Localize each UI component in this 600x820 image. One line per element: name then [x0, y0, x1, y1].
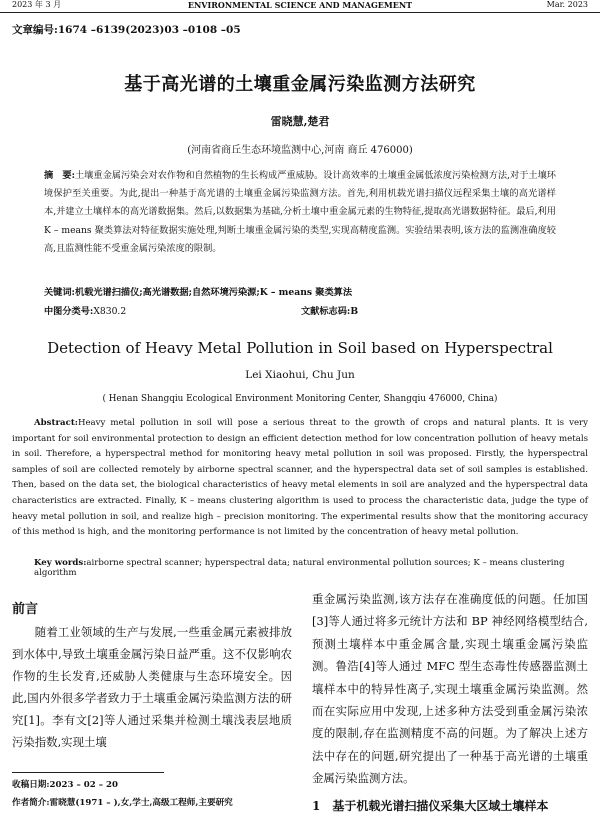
affiliation-english: ( Henan Shangqiu Ecological Environment Monitoring Center, Shangqiu 476000, China) — [102, 394, 498, 404]
title-chinese: 基于高光谱的土壤重金属污染监测方法研究 — [124, 74, 476, 95]
footnote-divider — [12, 772, 164, 773]
doc-code-label: 文献标志码: — [301, 306, 351, 317]
abstract-english — [12, 416, 588, 541]
intro-right-column — [312, 588, 588, 790]
intro-left-column — [12, 621, 292, 753]
running-header — [0, 0, 600, 13]
authors-chinese: 雷晓慧,楚君 — [270, 115, 330, 128]
keywords-label-cn: 关键词: — [44, 287, 75, 298]
keywords-text-en: airborne spectral scanner; hyperspectral data; natural environmental pollution sources; K – means clustering algorithm — [34, 558, 565, 578]
keywords-english — [34, 558, 588, 578]
abstract-chinese — [44, 167, 556, 258]
clc-number — [44, 303, 126, 317]
footnote-received: 收稿日期:2023 – 02 – 20 — [12, 780, 118, 790]
intro-paragraph-right: 重金属污染监测,该方法存在准确度低的问题。任加国[3]等人通过将多元统计方法和 BP 神经网络模型结合,预测土壤样本中重金属含量,实现土壤重金属污染监测。鲁浩[4]等人通过 MFC 型生态毒性传感器监测土壤样本中的特异性离子,实现土壤重金属污染监测。然而在实际应用中发现,上述多种方法受到重金属污染浓度的限制,存在监测精度不高的问题。为了解决上述方法中存在的问题,研究提出了一种基于高光谱的土壤重金属污染监测方法。 — [312, 592, 588, 786]
header-date: 2023 年 3 月 — [12, 0, 62, 9]
keywords-label-en: Key words: — [34, 558, 87, 568]
header-date-en: Mar. 2023 — [546, 0, 588, 9]
title-english: Detection of Heavy Metal Pollution in Soil based on Hyperspectral — [47, 339, 553, 357]
authors-english: Lei Xiaohui, Chu Jun — [245, 369, 355, 381]
section-heading-1: 1 基于机载光谱扫描仪采集大区域土壤样本 — [312, 799, 549, 813]
abstract-text-en: Heavy metal pollution in soil will pose a serious threat to the growth of crops and natural plants. It is very important for soil environmental protection to design an efficient detection method for low concentration pollution of heavy metals in soil. Therefore, a hyperspectral method for monitoring heavy metal pollution in soil was proposed. Firstly, the hyperspectral samples of soil are collected remotely by airborne spectral scanner, and the hyperspectral data set of soil samples is established. Then, based on the data set, the biological characteristics of heavy metal elements in soil are analyzed and the hyperspectral data characteristics are extracted. Finally, K – means clustering algorithm is used to process the characteristic data, judge the type of heavy metal pollution in soil, and realize high – precision monitoring. The experimental results show that the monitoring accuracy of this method is high, and the monitoring performance is not limited by the concentration of heavy metal pollution. — [12, 418, 588, 538]
affiliation-chinese: (河南省商丘生态环境监测中心,河南 商丘 476000) — [187, 145, 413, 156]
header-journal: ENVIRONMENTAL SCIENCE AND MANAGEMENT — [187, 0, 413, 10]
footnote-author-bio: 作者简介:雷晓慧(1971 – ),女,学士,高级工程师,主要研究 — [12, 798, 233, 808]
doc-code-value: B — [350, 306, 359, 317]
intro-paragraph-left: 随着工业领域的生产与发展,一些重金属元素被排放到水体中,导致土壤重金属污染日益严重。这不仅影响农作物的生长发育,还威胁人类健康与生态环境安全。因此,国内外很多学者致力于土壤重金属污染监测方法的研究[1]。李有文[2]等人通过采集并检测土壤浅表层地质污染指数,实现土壤 — [12, 625, 292, 749]
clc-label: 中图分类号: — [44, 306, 94, 317]
abstract-text-cn: 土壤重金属污染会对农作物和自然植物的生长构成严重威胁。设计高效率的土壤重金属低浓度污染检测方法,对于土壤环境保护至关重要。为此,提出一种基于高光谱的土壤重金属污染监测方法。首先,利用机载光谱扫描仪远程采集土壤的高光谱样本,并建立土壤样本的高光谱数据集。然后,以数据集为基础,分析土壤中重金属元素的生物特征,提取高光谱数据特征。最后,利用 K – means 聚类算法对特征数据实施处理,判断土壤重金属污染的类型,实现高精度监测。实验结果表明,该方法的监测准确度较高,且监测性能不受重金属污染浓度的限制。 — [44, 170, 556, 254]
keywords-text-cn: 机载光谱扫描仪;高光谱数据;自然环境污染源;K – means 聚类算法 — [74, 287, 353, 298]
abstract-label-en: Abstract: — [34, 418, 78, 428]
article-number: 文章编号:1674 –6139(2023)03 –0108 –05 — [12, 24, 241, 36]
abstract-label-cn: 摘 要: — [44, 170, 75, 181]
section-heading-intro: 前言 — [12, 602, 39, 617]
document-code — [301, 303, 358, 317]
keywords-chinese — [44, 284, 556, 298]
clc-value: X830.2 — [93, 306, 127, 317]
